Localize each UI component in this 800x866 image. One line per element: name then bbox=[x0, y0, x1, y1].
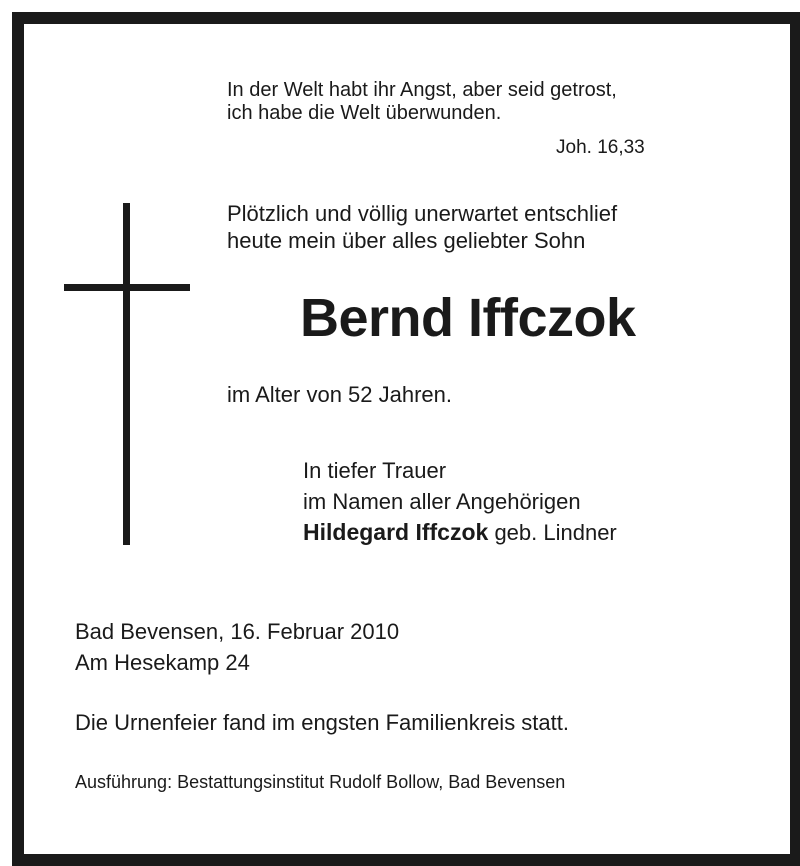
place-and-address bbox=[75, 616, 399, 678]
verse-line-1: In der Welt habt ihr Angst, aber seid getrost, bbox=[227, 79, 617, 101]
undertaker-credit: Ausführung: Bestattungsinstitut Rudolf Bollow, Bad Bevensen bbox=[75, 772, 566, 792]
place-date: Bad Bevensen, 16. Februar 2010 bbox=[75, 619, 400, 644]
announcement-text bbox=[227, 200, 617, 254]
street-address: Am Hesekamp 24 bbox=[75, 650, 250, 675]
announcement-line-2: heute mein über alles geliebter Sohn bbox=[227, 228, 586, 253]
obituary-frame bbox=[12, 12, 800, 866]
signer-suffix: geb. Lindner bbox=[494, 520, 617, 545]
bible-verse bbox=[227, 79, 617, 125]
mourning-line-2: im Namen aller Angehörigen bbox=[303, 489, 581, 514]
age-text: im Alter von 52 Jahren. bbox=[227, 382, 453, 407]
verse-line-2: ich habe die Welt überwunden. bbox=[227, 102, 502, 124]
cross-horizontal-bar bbox=[64, 284, 190, 291]
verse-reference: Joh. 16,33 bbox=[556, 137, 645, 158]
signer-name: Hildegard Iffczok bbox=[303, 519, 489, 545]
signer-line bbox=[303, 517, 617, 548]
announcement-line-1: Plötzlich und völlig unerwartet entschlief bbox=[227, 201, 618, 226]
cross-vertical-bar bbox=[123, 203, 130, 545]
mourning-line-1: In tiefer Trauer bbox=[303, 458, 447, 483]
deceased-name: Bernd Iffczok bbox=[300, 288, 636, 348]
urn-ceremony-notice: Die Urnenfeier fand im engsten Familienkreis statt. bbox=[75, 710, 569, 735]
mourning-signature bbox=[303, 455, 617, 548]
